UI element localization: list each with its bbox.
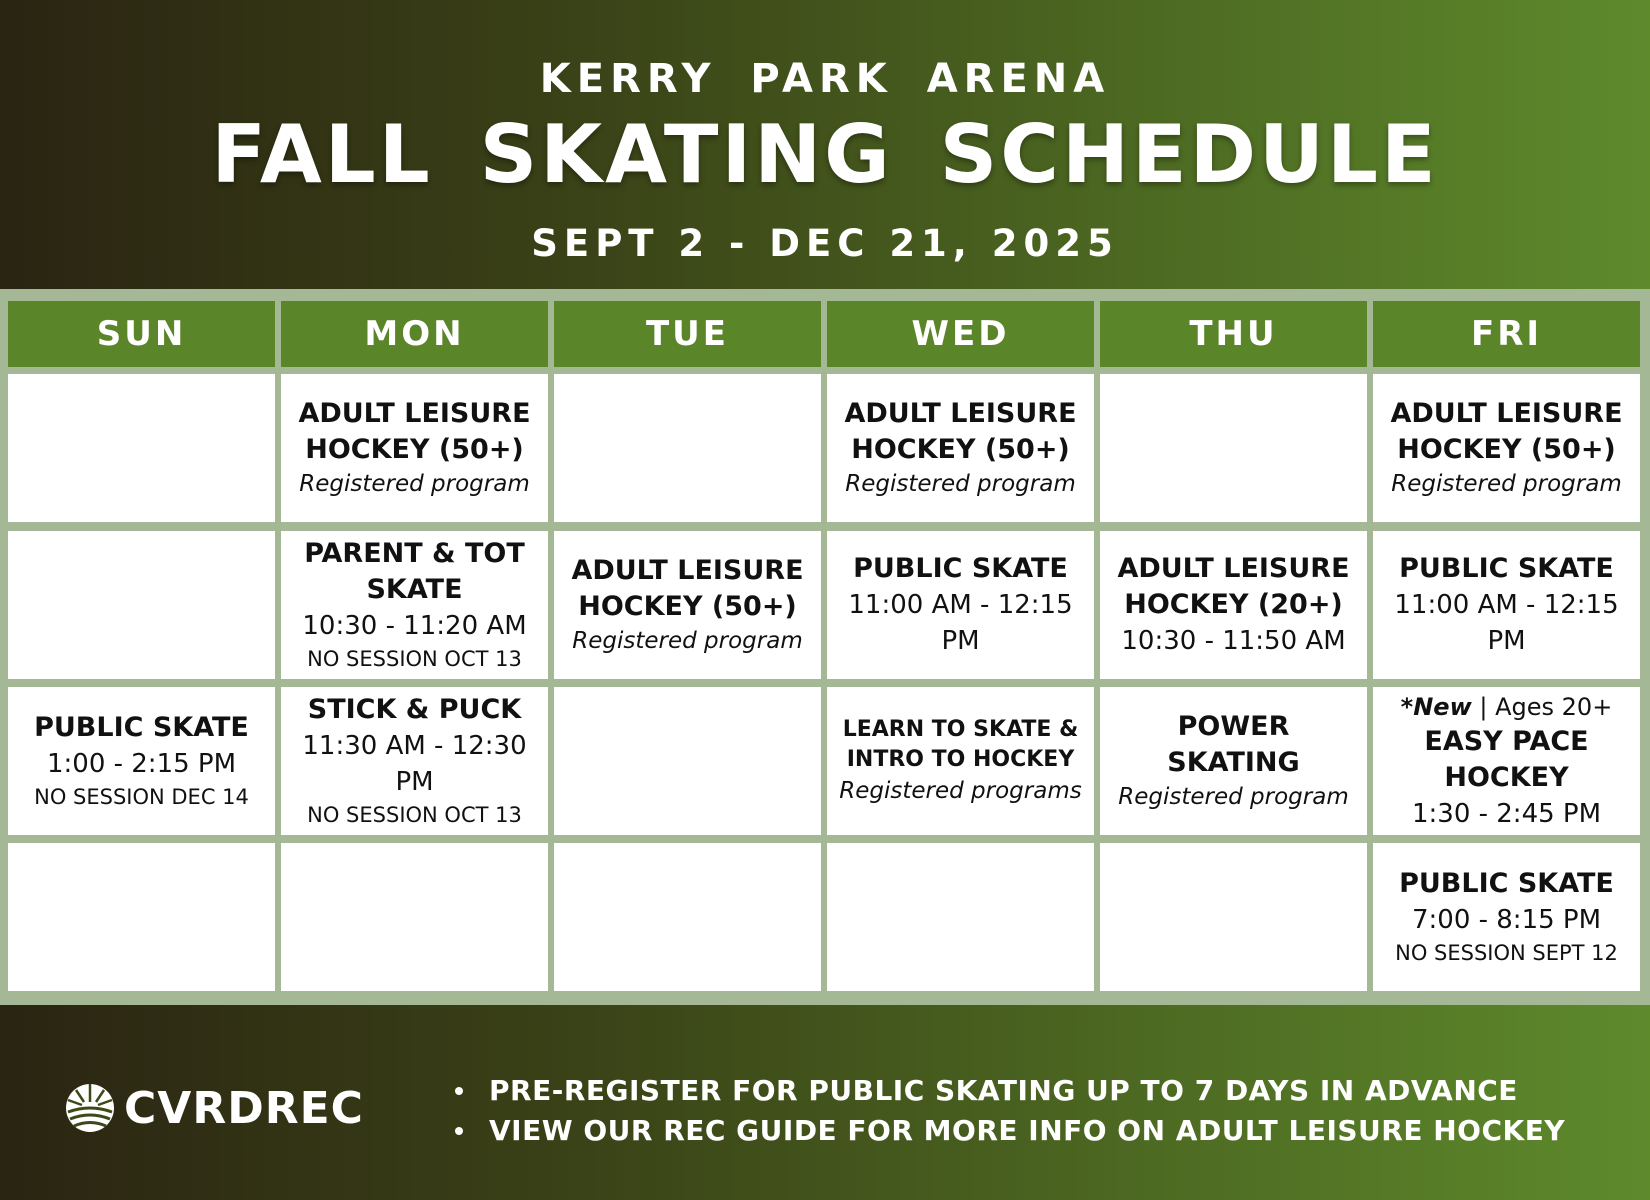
event-title: PUBLIC SKATE xyxy=(1399,553,1614,584)
new-ages: Ages 20+ xyxy=(1495,693,1613,721)
bullet-icon xyxy=(455,1127,463,1135)
event-title: PUBLIC SKATE xyxy=(34,712,249,743)
event-title: LEARN TO SKATE & INTRO TO HOCKEY xyxy=(842,717,1079,772)
event-title: ADULT LEISURE HOCKEY (50+) xyxy=(1390,398,1623,465)
event-time: 10:30 - 11:20 AM xyxy=(302,611,527,641)
event-note: NO SESSION SEPT 12 xyxy=(1395,941,1618,965)
day-header-wed: WED xyxy=(827,301,1094,367)
empty-slot xyxy=(8,374,275,522)
venue-name: KERRY PARK ARENA xyxy=(539,56,1111,102)
event-note: NO SESSION OCT 13 xyxy=(307,647,522,671)
event-title: ADULT LEISURE HOCKEY (50+) xyxy=(571,555,804,622)
event-time: 7:00 - 8:15 PM xyxy=(1411,905,1602,935)
schedule-grid xyxy=(0,289,1650,1005)
empty-slot xyxy=(8,843,275,991)
day-header-tue: TUE xyxy=(554,301,821,367)
empty-slot xyxy=(1100,374,1367,522)
empty-slot xyxy=(1100,843,1367,991)
footer-note-text: VIEW OUR REC GUIDE FOR MORE INFO ON ADULT LEISURE HOCKEY xyxy=(489,1114,1566,1147)
schedule-event xyxy=(1100,531,1367,679)
event-title: ADULT LEISURE HOCKEY (50+) xyxy=(844,398,1077,465)
empty-slot xyxy=(554,374,821,522)
day-header-thu: THU xyxy=(1100,301,1367,367)
new-flag: *New xyxy=(1400,693,1472,721)
new-badge xyxy=(1401,690,1613,724)
footer-note xyxy=(455,1071,1565,1111)
empty-slot xyxy=(827,843,1094,991)
event-time: 1:30 - 2:45 PM xyxy=(1411,799,1602,829)
schedule-event xyxy=(1373,687,1640,835)
schedule-event xyxy=(8,687,275,835)
header xyxy=(0,0,1650,289)
cvrdrec-logo xyxy=(64,1082,364,1134)
schedule-event xyxy=(827,531,1094,679)
schedule-event xyxy=(281,531,548,679)
footer-note-text: PRE-REGISTER FOR PUBLIC SKATING UP TO 7 DAYS IN ADVANCE xyxy=(489,1074,1518,1107)
footer-notes xyxy=(455,1071,1565,1151)
event-time: 1:00 - 2:15 PM xyxy=(46,749,237,779)
event-time: 11:30 AM - 12:30 PM xyxy=(302,731,527,797)
event-time: 11:00 AM - 12:15 PM xyxy=(848,590,1073,656)
schedule-event xyxy=(281,687,548,835)
schedule-event xyxy=(1100,687,1367,835)
schedule-event xyxy=(1373,531,1640,679)
empty-slot xyxy=(281,843,548,991)
empty-slot xyxy=(554,687,821,835)
event-note: NO SESSION OCT 13 xyxy=(307,803,522,827)
event-registration: Registered program xyxy=(845,471,1076,497)
empty-slot xyxy=(554,843,821,991)
event-time: 11:00 AM - 12:15 PM xyxy=(1394,590,1619,656)
event-title: STICK & PUCK xyxy=(307,694,522,725)
sun-logo-icon xyxy=(64,1082,116,1134)
footer-note xyxy=(455,1111,1565,1151)
event-title: ADULT LEISURE HOCKEY (50+) xyxy=(298,398,531,465)
schedule-event xyxy=(827,687,1094,835)
schedule-event xyxy=(554,531,821,679)
event-title: PUBLIC SKATE xyxy=(853,553,1068,584)
day-header-sun: SUN xyxy=(8,301,275,367)
event-registration: Registered programs xyxy=(839,778,1082,804)
footer xyxy=(0,1005,1650,1200)
event-time: 10:30 - 11:50 AM xyxy=(1121,626,1346,656)
event-note: NO SESSION DEC 14 xyxy=(34,785,249,809)
event-title: POWER SKATING xyxy=(1167,711,1300,778)
empty-slot xyxy=(8,531,275,679)
date-range: SEPT 2 - DEC 21, 2025 xyxy=(531,222,1119,265)
event-registration: Registered program xyxy=(1118,784,1349,810)
day-header-fri: FRI xyxy=(1373,301,1640,367)
event-title: EASY PACE HOCKEY xyxy=(1424,726,1589,793)
schedule-event xyxy=(1373,374,1640,522)
schedule-event xyxy=(281,374,548,522)
logo-text: CVRDREC xyxy=(124,1082,364,1134)
event-registration: Registered program xyxy=(572,628,803,654)
event-registration: Registered program xyxy=(1391,471,1622,497)
schedule-event xyxy=(1373,843,1640,991)
bullet-icon xyxy=(455,1087,463,1095)
event-title: PARENT & TOT SKATE xyxy=(304,538,525,605)
event-title: ADULT LEISURE HOCKEY (20+) xyxy=(1117,553,1350,620)
schedule-event xyxy=(827,374,1094,522)
day-header-mon: MON xyxy=(281,301,548,367)
page-title: FALL SKATING SCHEDULE xyxy=(211,108,1439,201)
new-sep: | xyxy=(1471,693,1496,721)
event-registration: Registered program xyxy=(299,471,530,497)
event-title: PUBLIC SKATE xyxy=(1399,868,1614,899)
